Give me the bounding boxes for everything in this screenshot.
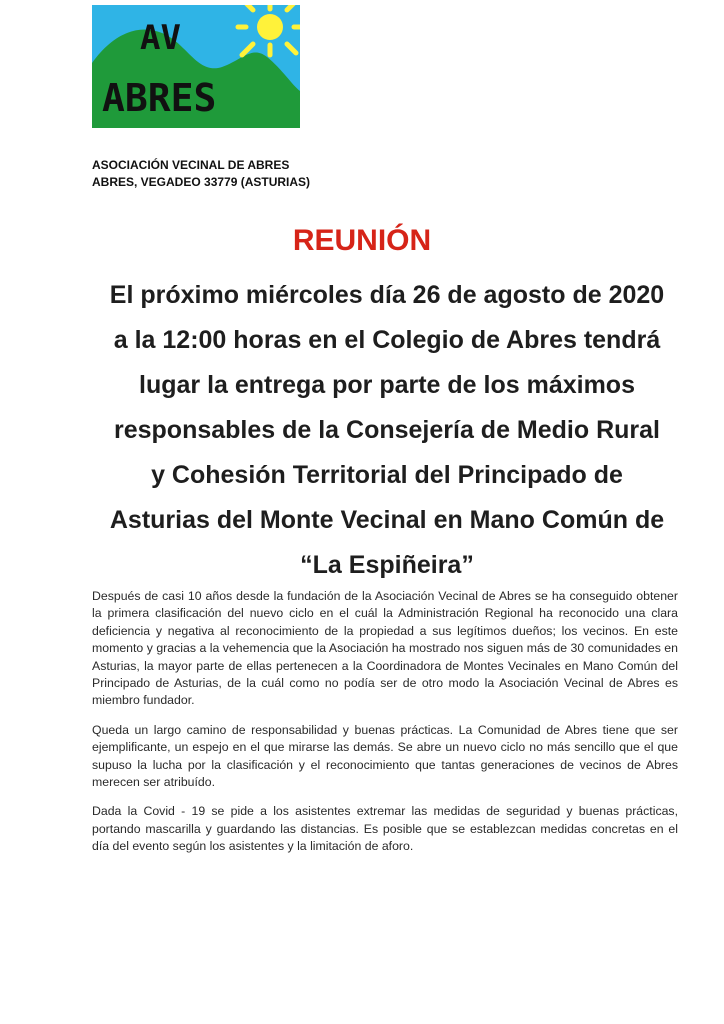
logo-text-abres: ABRES bbox=[102, 76, 217, 120]
body-text bbox=[92, 588, 678, 868]
paragraph: Después de casi 10 años desde la fundación de la Asociación Vecinal de Abres se ha conseguido obtener la primera clasificación del nuevo ciclo en el cuál la Administración Regional ha reconocido una clara deficiencia y negativa al reconocimiento de la propiedad a sus legítimos dueños; los vecinos. En este momento y gracias a la vehemencia que la Asociación ha mostrado nos siguen más de 30 comunidades en Asturias, la mayor parte de ellas pertenecen a la Coordinadora de Montes Vecinales en Mano Común del Principado de Asturias, de la cuál como no podía ser de otro modo la Asociación Vecinal de Abres es miembro fundador. bbox=[92, 589, 678, 708]
organization-header bbox=[92, 157, 310, 191]
paragraph: Queda un largo camino de responsabilidad y buenas prácticas. La Comunidad de Abres tiene que ser ejemplificante, un espejo en el que mirarse las demás. Se abre un nuevo ciclo no más sencillo que el que supuso la lucha por la clasificación y el reconocimiento que tantas generaciones de vecinos de Abres merecen ser atribuído. bbox=[92, 722, 678, 790]
announcement-headline bbox=[62, 273, 712, 588]
headline-line: a la 12:00 horas en el Colegio de Abres tendrá bbox=[113, 326, 661, 354]
headline-line: El próximo miércoles día 26 de agosto de 2020 bbox=[109, 281, 665, 309]
page-title: REUNIÓN bbox=[292, 224, 432, 257]
logo-text-av: AV bbox=[140, 18, 181, 58]
organization-address: ABRES, VEGADEO 33779 (ASTURIAS) bbox=[92, 175, 311, 189]
organization-name: ASOCIACIÓN VECINAL DE ABRES bbox=[92, 158, 290, 172]
headline-line: “La Espiñeira” bbox=[300, 551, 474, 579]
paragraph: Dada la Covid - 19 se pide a los asistentes extremar las medidas de seguridad y buenas prácticas, portando mascarilla y guardando las distancias. Es posible que se establezcan medidas concretas en el día del evento según los asistentes y la limitación de aforo. bbox=[92, 804, 678, 854]
headline-line: y Cohesión Territorial del Principado de bbox=[151, 461, 623, 489]
headline-line: Asturias del Monte Vecinal en Mano Común de bbox=[109, 506, 665, 534]
headline-line: lugar la entrega por parte de los máximos bbox=[139, 371, 635, 399]
logo bbox=[92, 5, 300, 128]
headline-line: responsables de la Consejería de Medio Rural bbox=[113, 416, 660, 444]
logo-graphic bbox=[92, 5, 300, 128]
